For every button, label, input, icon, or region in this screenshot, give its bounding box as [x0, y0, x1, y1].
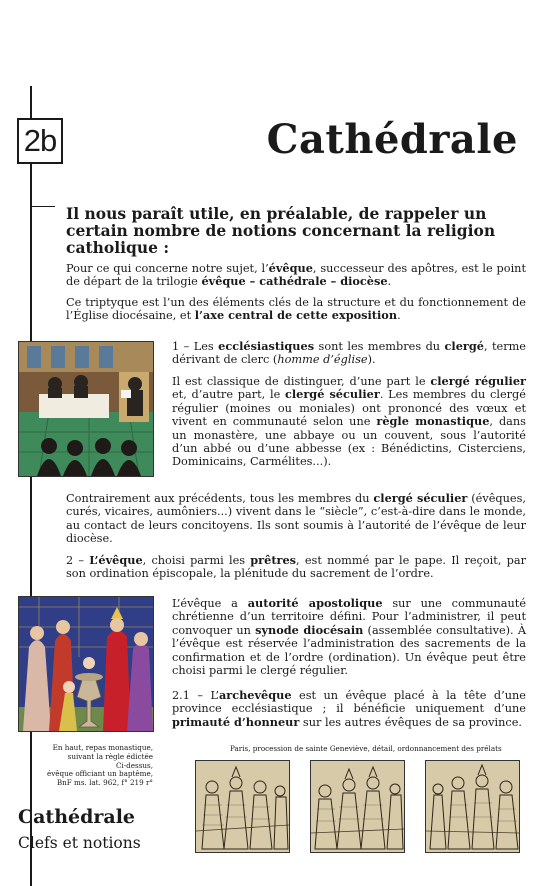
caption-line: En haut, repas monastique,	[52, 743, 153, 752]
illustration-baptism	[18, 596, 154, 732]
engraving-procession-1	[195, 760, 290, 853]
caption-engravings: Paris, procession de sainte Geneviève, détail, ordonnancement des prélats	[230, 744, 502, 753]
paragraph-regular-clergy: Il est classique de distinguer, d’une part le clergé régulier et, d’autre part, le clergé séculier. Les membres du clergé régulier (moines ou moniales) ont prononcé des vœux et vivent en communauté selon une règle monastique, dans un monastère, une abbaye ou un couvent, sous l’autorité d’un abbé ou d’une abbesse (ex : Bénédictins, Cisterciens, Dominicains, Carmélites...).	[172, 374, 526, 469]
paragraph-apostolic-authority: L’évêque a autorité apostolique sur une communauté chrétienne d’un territoire défini. Pour l’administrer, il peut convoquer un synode diocésain (assemblée consultative). À l’évêque est réservée l’administration des sacrements de la confirmation et de l’ordre (ordination). Un évêque peut être choisi parmi le clergé régulier.	[172, 596, 527, 678]
caption-line: suivant la règle édictée	[67, 751, 153, 761]
engraving-procession-3	[425, 760, 520, 853]
lead-paragraph: Il nous paraît utile, en préalable, de rappeler un certain nombre de notions concernant la religion catholique :	[66, 204, 496, 257]
caption-line: BnF ms. lat. 962, f° 219 r°	[56, 778, 153, 788]
footer-subtitle: Clefs et notions	[18, 834, 141, 852]
paragraph-intro: Pour ce qui concerne notre sujet, l’évêque, successeur des apôtres, est le point de départ de la trilogie évêque – cathédrale – diocèse.	[66, 261, 526, 289]
paragraph-triptych: Ce triptyque est l’un des éléments clés de la structure et du fonctionnement de l’Église diocésaine, et l’axe central de cette exposition.	[66, 296, 526, 323]
footer-title: Cathédrale	[18, 806, 136, 828]
engraving-procession-2	[310, 760, 405, 853]
paragraph-clergy: 1 – Les ecclésiastiques sont les membres du clergé, terme dérivant de clerc (homme d’église).	[172, 339, 526, 367]
paragraph-archbishop: 2.1 – L’archevêque est un évêque placé à la tête d’une province ecclésiastique ; il bénéficie uniquement d’une primauté d’honneur sur les autres évêques de sa province.	[172, 688, 526, 729]
horizontal-tick	[30, 206, 55, 207]
page-title: Cathédrale	[266, 116, 518, 163]
paragraph-secular-clergy: Contrairement aux précédents, tous les membres du clergé séculier (évêques, curés, vicaires, aumôniers...) vivent dans le “siècle”, c’est-à-dire dans le monde, au contact de leurs concitoyens. Ils sont soumis à l’autorité de l’évêque de leur diocèse.	[66, 491, 526, 546]
caption-line: évêque officiant un baptême,	[46, 769, 153, 779]
section-badge: 2b	[17, 118, 63, 164]
illustration-monastic-meal	[18, 341, 154, 477]
paragraph-bishop: 2 – L’évêque, choisi parmi les prêtres, est nommé par le pape. Il reçoit, par son ordination épiscopale, la plénitude du sacrement de l’ordre.	[66, 553, 526, 581]
caption-illustrations	[47, 744, 153, 788]
caption-line: Ci-dessus,	[115, 760, 153, 770]
